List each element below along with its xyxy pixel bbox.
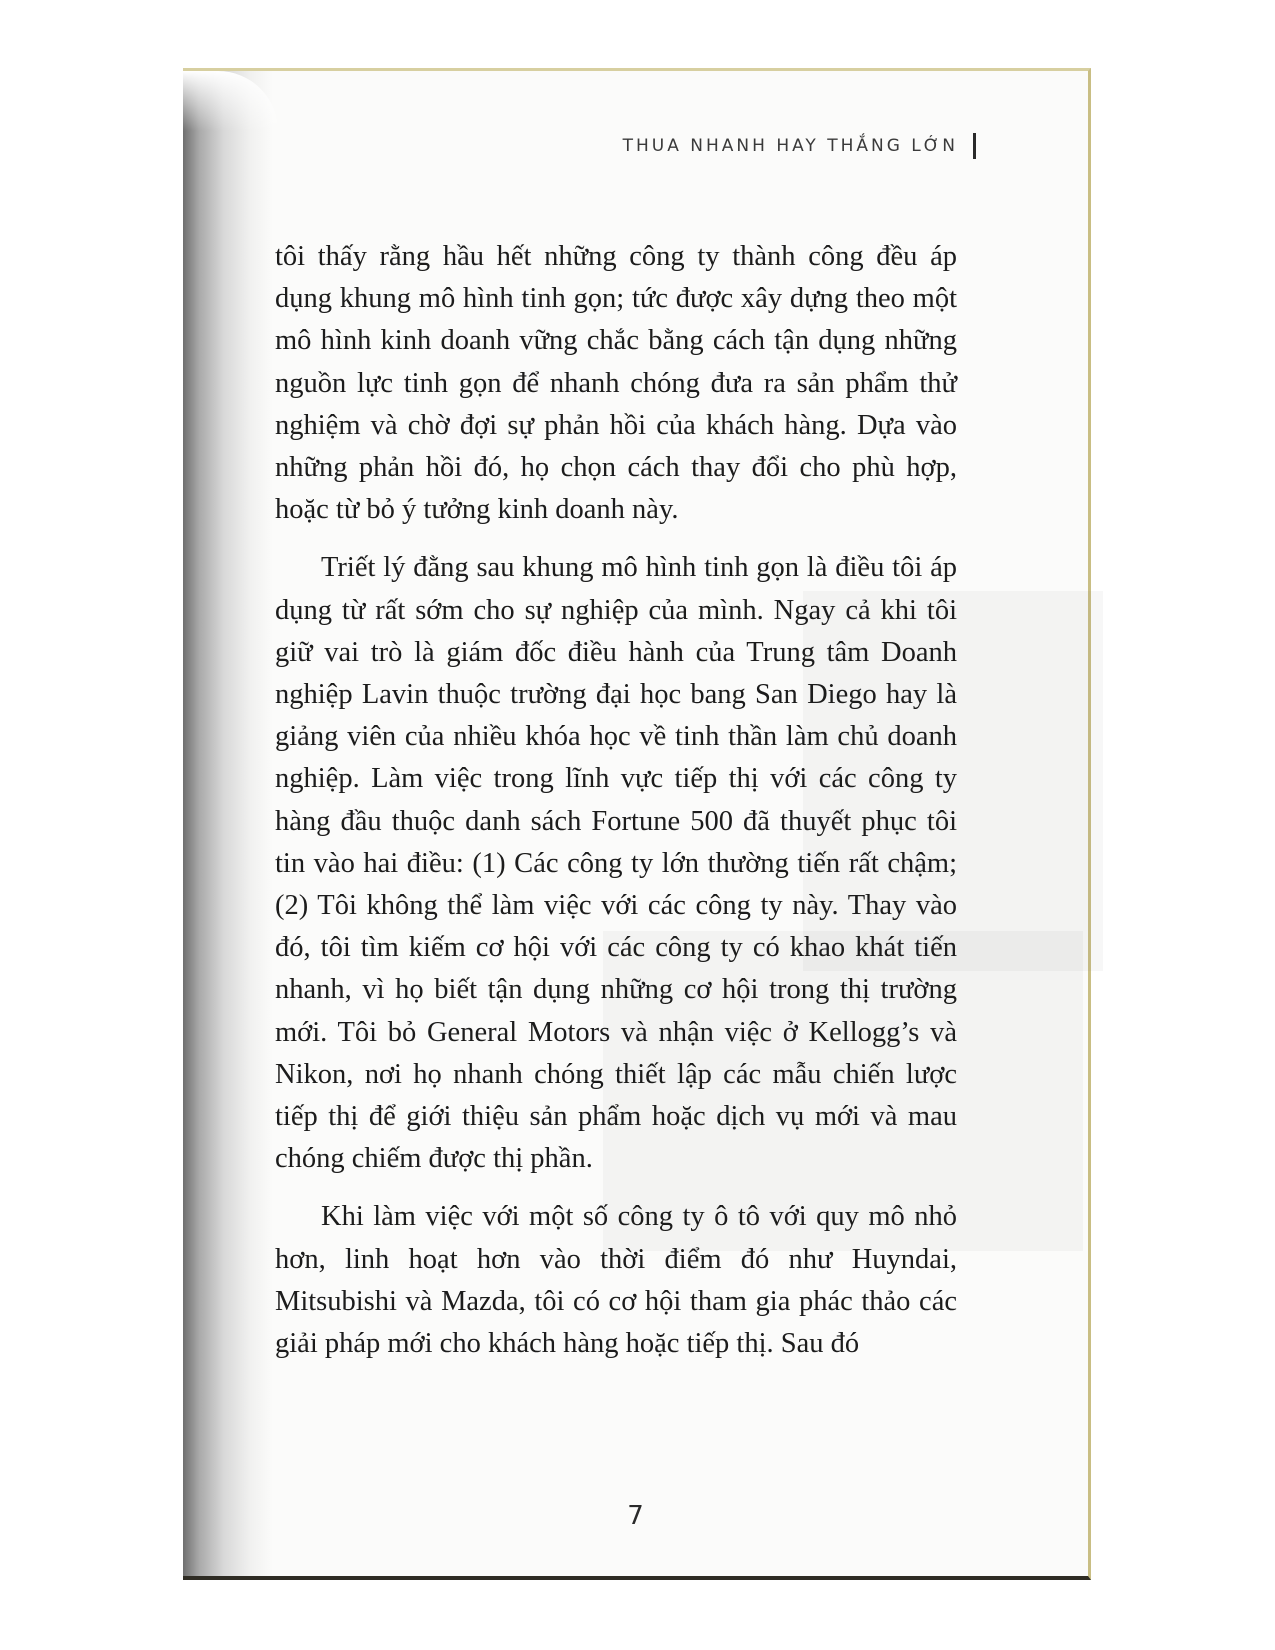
paragraph: tôi thấy rằng hầu hết những công ty thành công đều áp dụng khung mô hình tinh gọn; tức được xây dựng theo một mô hình kinh doanh vững chắc bằng cách tận dụng những nguồn lực tinh gọn để nhanh chóng đưa ra sản phẩm thử nghiệm và chờ đợi sự phản hồi của khách hàng. Dựa vào những phản hồi đó, họ chọn cách thay đổi cho phù hợp, hoặc từ bỏ ý tưởng kinh doanh này. [275, 241, 957, 526]
running-head-title: THUA NHANH HAY THẮNG LỚN [622, 136, 958, 156]
body-text [275, 236, 957, 1365]
paragraph: Khi làm việc với một số công ty ô tô với quy mô nhỏ hơn, linh hoạt hơn vào thời điểm đó như Huyndai, Mitsubishi và Mazda, tôi có cơ hội tham gia phác thảo các giải pháp mới cho khách hàng hoặc tiếp thị. Sau đó [275, 1201, 957, 1360]
page-number: 7 [627, 1501, 644, 1531]
book-page [183, 68, 1091, 1580]
paragraph: Triết lý đằng sau khung mô hình tinh gọn là điều tôi áp dụng từ rất sớm cho sự nghiệp của mình. Ngay cả khi tôi giữ vai trò là giám đốc điều hành của Trung tâm Doanh nghiệp Lavin thuộc trường đại học bang San Diego hay là giảng viên của nhiều khóa học về tinh thần làm chủ doanh nghiệp. Làm việc trong lĩnh vực tiếp thị với các công ty hàng đầu thuộc danh sách Fortune 500 đã thuyết phục tôi tin vào hai điều: (1) Các công ty lớn thường tiến rất chậm; (2) Tôi không thể làm việc với các công ty này. Thay vào đó, tôi tìm kiếm cơ hội với các công ty có khao khát tiến nhanh, vì họ biết tận dụng những cơ hội trong thị trường mới. Tôi bỏ General Motors và nhận việc ở Kellogg’s và Nikon, nơi họ nhanh chóng thiết lập các mẫu chiến lược tiếp thị để giới thiệu sản phẩm hoặc dịch vụ mới và mau chóng chiếm được thị phần. [275, 552, 957, 1175]
binding-shadow [183, 71, 273, 1576]
running-head-rule [973, 133, 976, 159]
